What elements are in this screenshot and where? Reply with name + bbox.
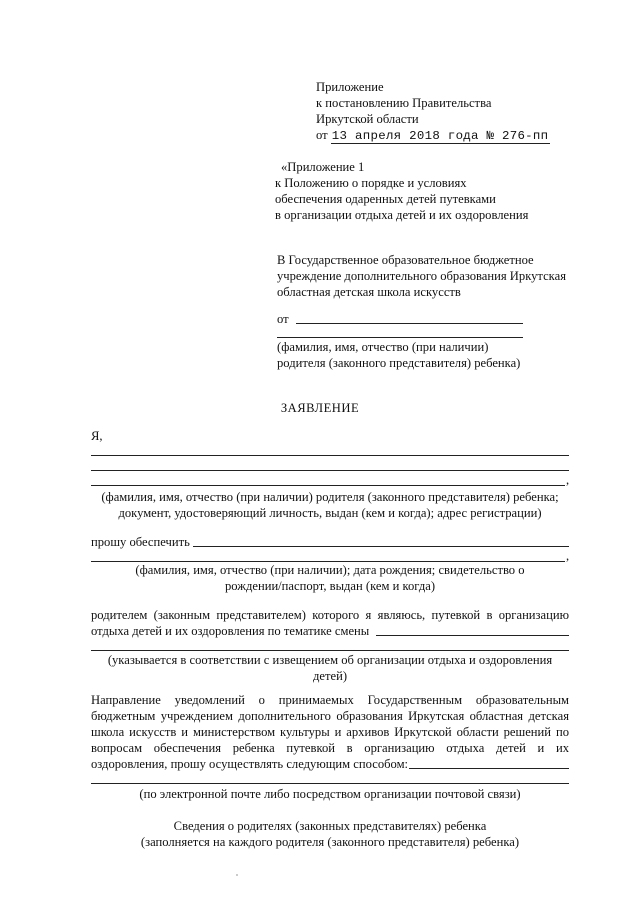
parent-field-3[interactable] [91, 485, 565, 486]
addressee-line-2: учреждение дополнительного образования Иркутская [277, 269, 566, 283]
theme-hint [91, 652, 569, 684]
notify-line-4: вопросам обеспечения ребенка путевкой в организацию отдыха детей и их [91, 741, 569, 755]
from-name-field-2[interactable] [277, 337, 523, 338]
parent-field-1[interactable] [91, 455, 569, 456]
method-hint: (по электронной почте либо посредством организации почтовой связи) [139, 787, 521, 801]
comma-1: , [566, 473, 570, 487]
document-title: ЗАЯВЛЕНИЕ [280, 401, 360, 415]
from-name-field[interactable] [296, 323, 523, 324]
notify-line-1: Направление уведомлений о принимаемых Государственным образовательным [91, 693, 569, 707]
appendix-line-4: в организации отдыха детей и их оздоровления [275, 208, 529, 222]
header-block [316, 79, 550, 144]
theme-hint-2: детей) [312, 669, 348, 683]
header-date-value: 13 апреля 2018 года № 276-пп [331, 129, 549, 143]
addressee-line-3: областная детская школа искусств [277, 285, 461, 299]
parent-hint-1: (фамилия, имя, отчество (при наличии) родителя (законного представителя) ребенка; [101, 490, 559, 504]
notify-line-2: бюджетным учреждением дополнительного образования Иркутская областная детская [91, 709, 569, 723]
child-field-1[interactable] [193, 546, 569, 547]
theme-field-1[interactable] [376, 635, 569, 636]
notify-line-3: школа искусств и министерством культуры и архивов Иркутской области решений по [91, 725, 569, 739]
comma-2: , [566, 549, 570, 563]
notify-paragraph [91, 692, 569, 772]
addressee-hint [277, 339, 520, 371]
method-field-2[interactable] [91, 783, 569, 784]
child-hint-1: (фамилия, имя, отчество (при наличии); дата рождения; свидетельство о [135, 563, 525, 577]
addressee-line-1: В Государственное образовательное бюджетное [277, 253, 534, 267]
notify-line-5: оздоровления, прошу осуществлять следующим способом: [91, 757, 409, 771]
parent-hint-2: документ, удостоверяющий личность, выдан (кем и когда); адрес регистрации) [118, 506, 542, 520]
addressee-hint-2: родителя (законного представителя) ребенка) [277, 356, 521, 370]
header-date [316, 127, 550, 144]
parent-text-1: родителем (законным представителем) которого я являюсь, путевкой в организацию [91, 608, 569, 622]
appendix-line-1: «Приложение 1 [281, 160, 365, 174]
addressee-block [277, 252, 566, 300]
provide-label: прошу обеспечить [91, 535, 190, 549]
appendix-line-2: к Положению о порядке и условиях [275, 176, 467, 190]
i-label: Я, [91, 429, 103, 443]
header-line-1: Приложение [316, 80, 384, 94]
theme-hint-1: (указывается в соответствии с извещением об организации отдыха и оздоровления [107, 653, 553, 667]
appendix-block [275, 159, 528, 223]
parents-section [91, 818, 569, 850]
appendix-line-3: обеспечения одаренных детей путевками [275, 192, 496, 206]
header-date-prefix: от [316, 128, 328, 142]
method-field-1[interactable] [409, 768, 569, 769]
parents-hint: (заполняется на каждого родителя (законного представителя) ребенка) [140, 835, 520, 849]
header-line-2: к постановлению Правительства [316, 96, 492, 110]
addressee-hint-1: (фамилия, имя, отчество (при наличии) [277, 340, 489, 354]
from-label: от [277, 312, 289, 326]
child-hint [91, 562, 569, 594]
parent-field-2[interactable] [91, 470, 569, 471]
header-line-3: Иркутской области [316, 112, 419, 126]
parent-text-2: отдыха детей и их оздоровления по тематике смены [91, 624, 370, 638]
child-hint-2: рождении/паспорт, выдан (кем и когда) [224, 579, 436, 593]
scan-speck [236, 874, 238, 876]
parents-title: Сведения о родителях (законных представителях) ребенка [173, 819, 487, 833]
theme-field-2[interactable] [91, 650, 569, 651]
parent-hint [91, 489, 569, 521]
